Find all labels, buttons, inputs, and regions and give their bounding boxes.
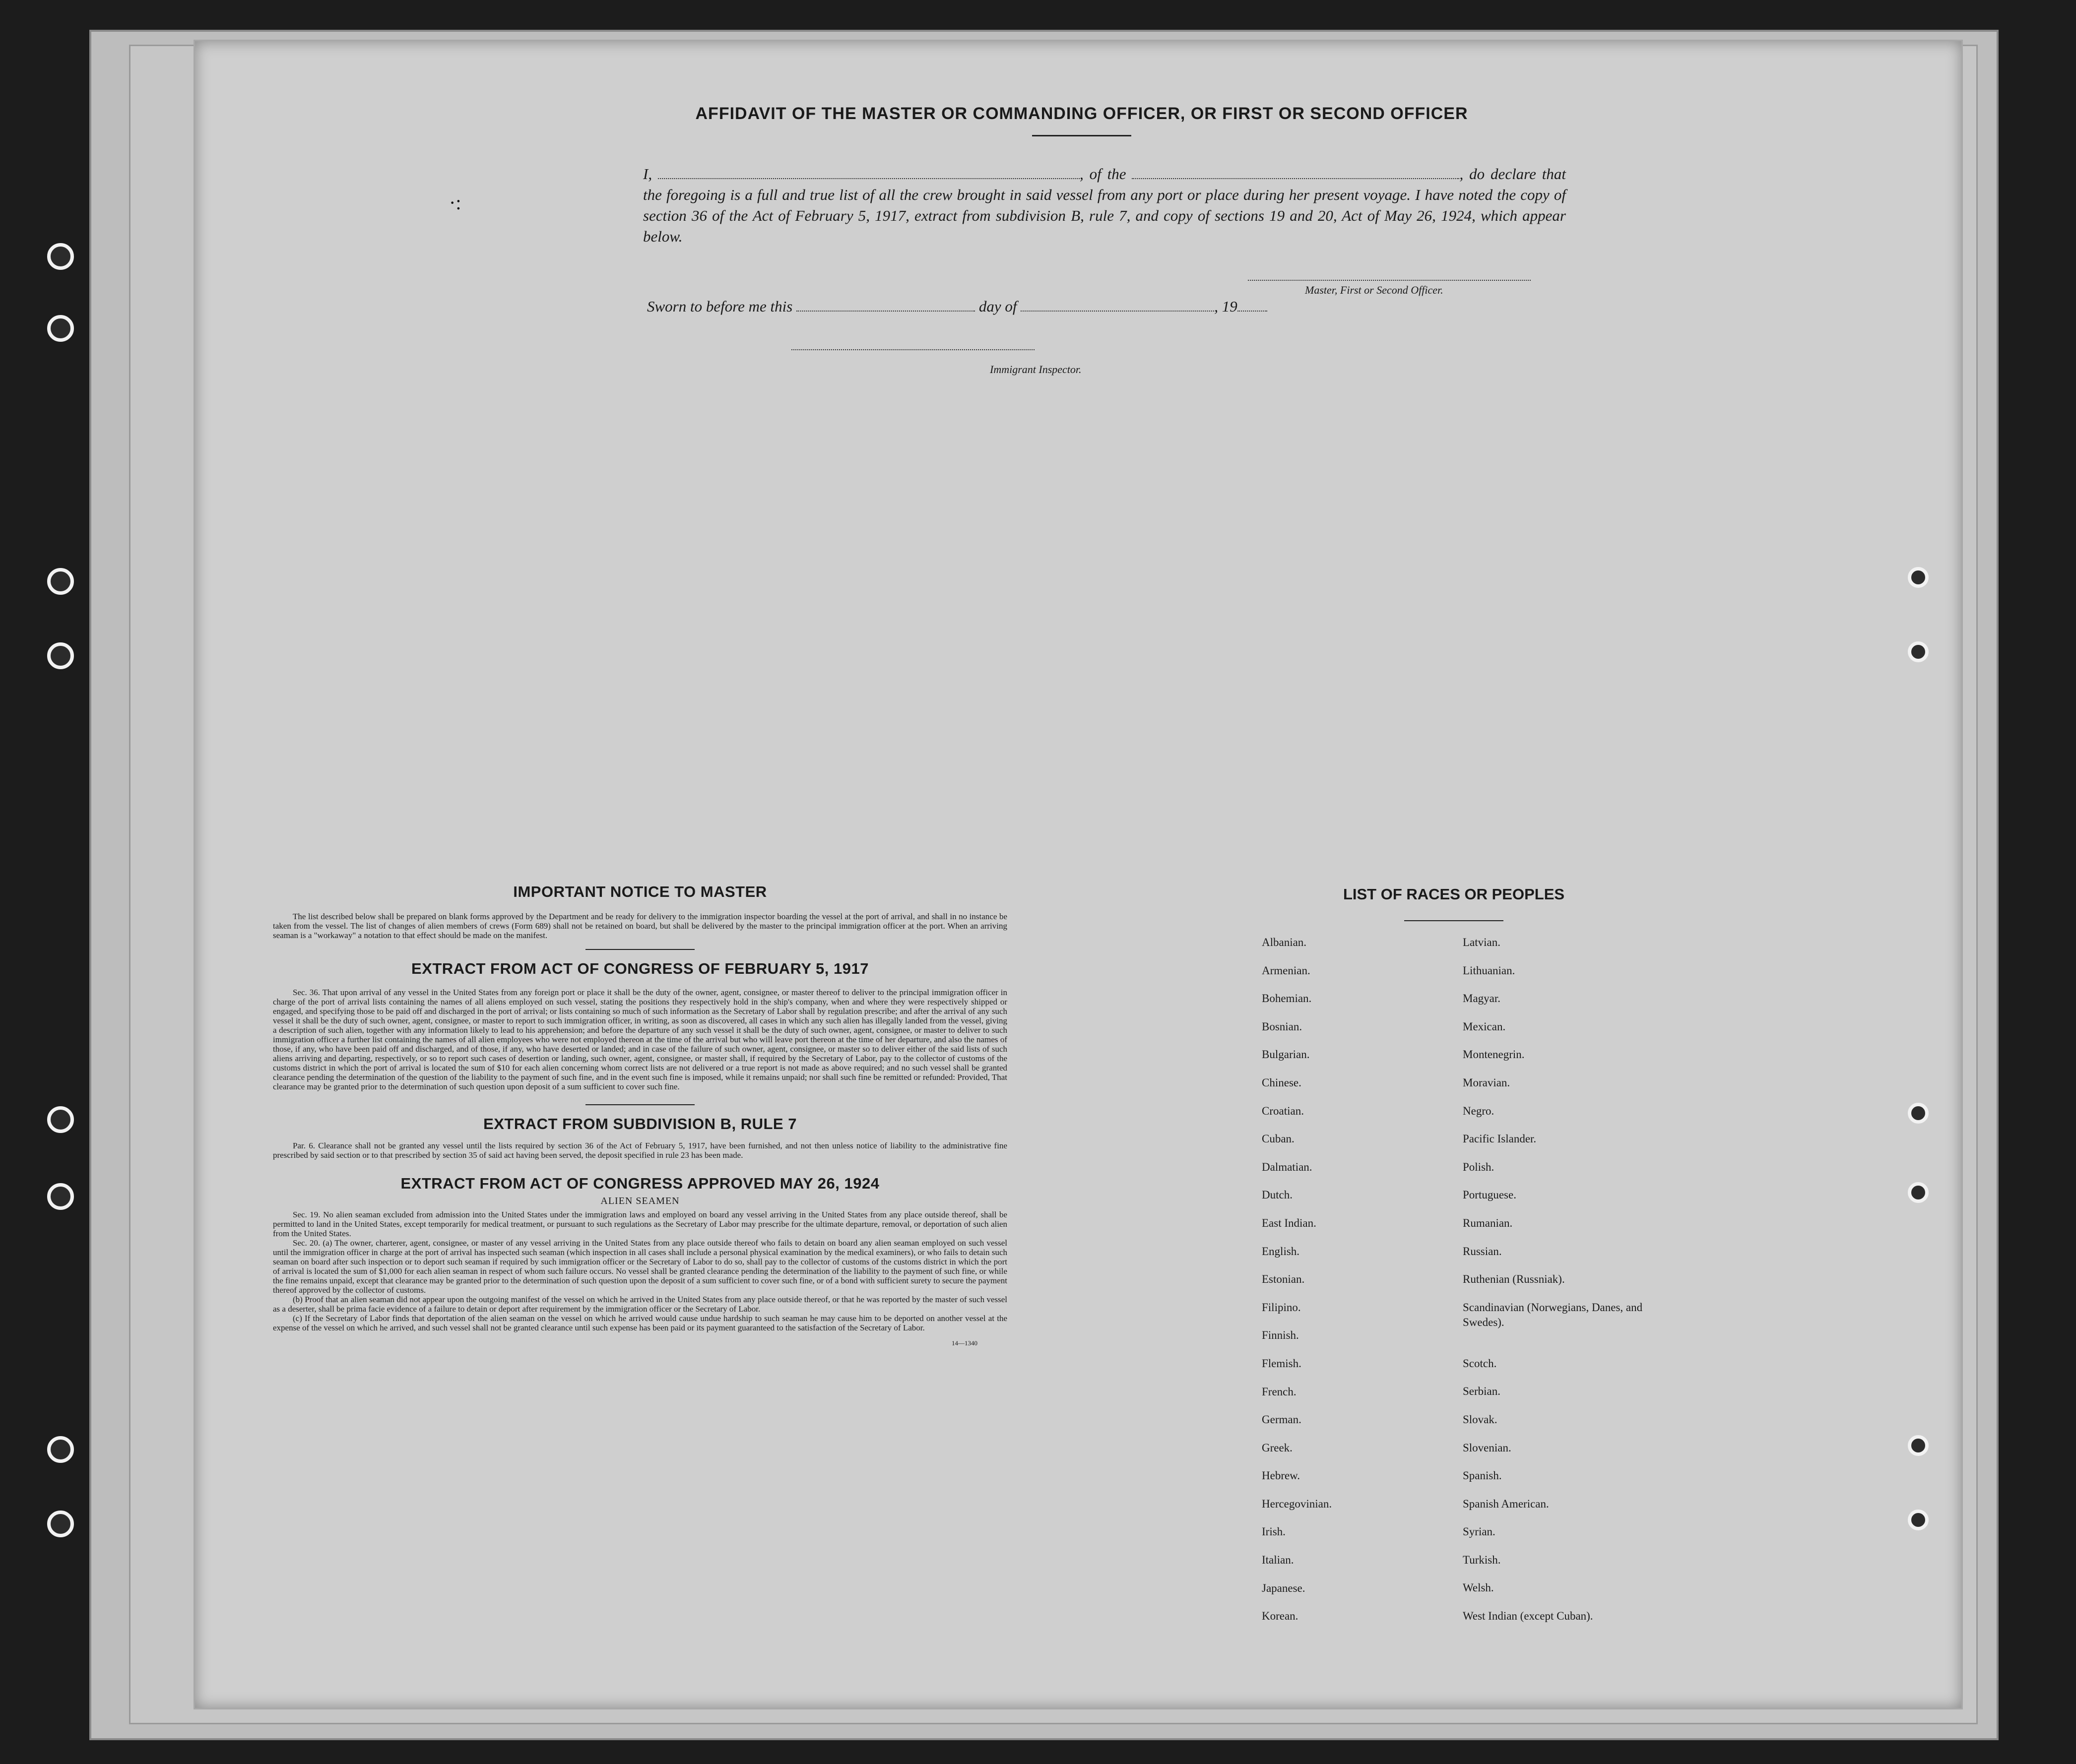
race-item: Serbian. [1463, 1385, 1501, 1398]
binder-hole [47, 642, 74, 669]
race-item: Lithuanian. [1463, 964, 1515, 977]
race-item: Hebrew. [1262, 1469, 1300, 1482]
races-right-column [1463, 935, 1661, 1637]
binder-hole [47, 1511, 74, 1537]
name-field[interactable] [658, 166, 1080, 179]
race-item: Estonian. [1262, 1273, 1305, 1286]
race-item: English. [1262, 1245, 1300, 1258]
race-item: Mexican. [1463, 1020, 1506, 1033]
sworn-day-field[interactable] [796, 299, 975, 312]
inspector-signature-line[interactable] [791, 348, 1035, 350]
affidavit-i-label: I, [643, 165, 652, 183]
race-item: Bohemian. [1262, 992, 1312, 1005]
race-item: Finnish. [1262, 1329, 1299, 1342]
race-item: Bulgarian. [1262, 1048, 1310, 1061]
binder-hole [47, 568, 74, 595]
race-item: Cuban. [1262, 1133, 1295, 1145]
race-item: Korean. [1262, 1610, 1298, 1623]
race-item: Slovenian. [1463, 1441, 1511, 1454]
of-the-label: , of the [1080, 165, 1126, 183]
section-divider [585, 949, 695, 950]
binder-hole [1908, 641, 1929, 662]
affidavit-title: AFFIDAVIT OF THE MASTER OR COMMANDING OFFICER, OR FIRST OR SECOND OFFICER [695, 104, 1468, 123]
binder-hole [47, 1436, 74, 1463]
race-item: Spanish. [1463, 1469, 1502, 1482]
race-item: West Indian (except Cuban). [1463, 1610, 1593, 1623]
notice-column [268, 883, 1012, 1347]
binder-hole [1908, 1103, 1929, 1124]
sec20b-text: (b) Proof that an alien seaman did not appear upon the outgoing manifest of the vessel on which he arrived in the United States from any place outside thereof, or that he was reported by the master of such vessel as a deserter, shall be prima facie evidence of a failure to detain or deport after requirement by the immigration officer or the Secretary of Labor. [273, 1295, 1007, 1314]
extract-rule7-text: Par. 6. Clearance shall not be granted any vessel until the lists required by section 36 of the Act of February 5, 1917, have been furnished, and not then unless notice of liability to the administrative fine prescribed by said section or to that prescribed by section 35 of said act having been served, the deposit specified in rule 23 has been made. [273, 1141, 1007, 1160]
do-declare-label: , do declare [1459, 165, 1536, 183]
sworn-year-field[interactable] [1237, 299, 1267, 312]
race-item: Hercegovinian. [1262, 1497, 1332, 1510]
race-item: Slovak. [1463, 1413, 1497, 1426]
race-item: Japanese. [1262, 1581, 1305, 1594]
race-item: Chinese. [1262, 1076, 1301, 1089]
race-item: Portuguese. [1463, 1189, 1516, 1201]
sec20c-text: (c) If the Secretary of Labor finds that deportation of the alien seaman on the vessel on which he arrived would cause undue hardship to such seaman he may cause him to be deported on another vessel at the expense of the vessel on which he arrived, and such vessel shall not be granted clearance until such expense has been paid or its payment guaranteed to the satisfaction of the Secretary of Labor. [273, 1314, 1007, 1332]
sworn-month-field[interactable] [1021, 299, 1214, 312]
binder-hole [47, 1183, 74, 1210]
binder-hole [1908, 567, 1929, 588]
extract-rule7-title: EXTRACT FROM SUBDIVISION B, RULE 7 [483, 1115, 797, 1133]
notice-title: IMPORTANT NOTICE TO MASTER [513, 883, 767, 900]
extract-1917-text: Sec. 36. That upon arrival of any vessel in the United States from any foreign port or place it shall be the duty of the owner, agent, consignee, or master thereof to deliver to the principal immigration officer in charge of the port of arrival lists containing the names of all aliens employed on such vessel, stating the positions they respectively hold in the ship's company, when and where they were respectively shipped or engaged, and specifying those to be paid off and discharged in the port of arrival; or lists containing so much of such information as the Secretary of Labor shall by regulation prescribe; and after the arrival of any such vessel it shall be the duty of such owner, agent, consignee, or master to report to such immigration officer, in writing, as soon as discovered, all cases in which any such alien has illegally landed from the vessel, giving a description of such alien, together with any information likely to lead to his apprehension; and before the departure of any such vessel it shall be the duty of such owner, agent, consignee, or master to deliver to such immigration officer a further list containing the names of all alien employees who were not employed thereon at the time of the arrival but who will leave port thereon at the time of her departure, and also the names of those, if any, who have been paid off and discharged, and of those, if any, who have deserted or landed; and in case of the failure of such owner, agent, consignee, or master so to deliver either of the said lists of such aliens arriving and departing, respectively, or so to report such cases of desertion or landing, such owner, agent, consignee, or master shall, if required by the Secretary of Labor, pay to the collector of customs of the customs district in which the port of arrival is located the sum of $10 for each alien concerning whom correct lists are not delivered or a true report is not made as above required; and no such vessel shall be granted clearance pending the determination of the question of the liability to the payment of such fine, and in the event such fine is imposed, while it remains unpaid; nor shall such fine be remitted or refunded: Provided, That clearance may be granted prior to the determination of such question upon deposit of a sum sufficient to cover such fine. [273, 988, 1007, 1091]
race-item: Negro. [1463, 1104, 1494, 1117]
race-item: Albanian. [1262, 936, 1307, 948]
race-item: Greek. [1262, 1441, 1293, 1454]
race-item: Irish. [1262, 1525, 1286, 1538]
master-signature-label: Master, First or Second Officer. [1305, 284, 1443, 296]
affidavit-statement [643, 164, 1566, 247]
binder-hole [1908, 1435, 1929, 1456]
vessel-field[interactable] [1132, 166, 1459, 179]
form-number: 14—1340 [952, 1339, 977, 1347]
sworn-statement [647, 298, 1267, 315]
race-item: Armenian. [1262, 964, 1310, 977]
race-item: Pacific Islander. [1463, 1133, 1537, 1145]
notice-text: The list described below shall be prepared on blank forms approved by the Department and be ready for delivery to the immigration inspector boarding the vessel at the port of arrival, and shall in no instance be taken from the vessel. The list of changes of alien members of crews (Form 689) shall not be retained on board, but shall be delivered by the master to the principal immigration officer at the port. When an arriving seaman is a "workaway" a notation to that effect should be made on the manifest. [273, 912, 1007, 940]
ink-mark: ·: [449, 191, 461, 214]
race-item: Latvian. [1463, 936, 1500, 948]
race-item: Scandinavian (Norwegians, Danes, and Swedes). [1463, 1301, 1643, 1328]
race-item: Turkish. [1463, 1553, 1501, 1566]
races-title: LIST OF RACES OR PEOPLES [1343, 885, 1565, 903]
race-item: Rumanian. [1463, 1216, 1513, 1229]
sworn-prefix: Sworn to before me this [647, 298, 793, 315]
master-signature-line[interactable] [1248, 279, 1531, 281]
race-item: Montenegrin. [1463, 1048, 1525, 1061]
race-item: Flemish. [1262, 1357, 1301, 1370]
binder-hole [47, 1106, 74, 1133]
binder-hole [47, 243, 74, 270]
alien-seamen-subtitle: ALIEN SEAMEN [600, 1196, 680, 1206]
race-item: Russian. [1463, 1245, 1502, 1258]
race-item: Scotch. [1463, 1357, 1497, 1370]
form-page [194, 40, 1963, 1709]
race-item: Moravian. [1463, 1076, 1510, 1089]
extract-1924-title: EXTRACT FROM ACT OF CONGRESS APPROVED MAY 26, 1924 [400, 1175, 880, 1192]
extract-1917-title: EXTRACT FROM ACT OF CONGRESS OF FEBRUARY 5, 1917 [411, 960, 869, 977]
affidavit-body: that the foregoing is a full and true list of all the crew brought in said vessel from any port or place during her present voyage. I have noted the copy of section 36 of the Act of February 5, 1917, extract from subdivision B, rule 7, and copy of sections 19 and 20, Act of May 26, 1924, which appear below. [643, 165, 1566, 245]
race-item: Bosnian. [1262, 1020, 1302, 1033]
race-item: Filipino. [1262, 1301, 1301, 1314]
sec19-text: Sec. 19. No alien seaman excluded from admission into the United States under the immigration laws and employed on board any vessel arriving in the United States from any place outside thereof, shall be permitted to land in the United States, except temporarily for medical treatment, or pursuant to such regulations as the Secretary of Labor may prescribe for the ultimate departure, removal, or deportation of such alien from the United States. [273, 1210, 1007, 1238]
race-item: Polish. [1463, 1160, 1494, 1173]
binder-hole [1908, 1182, 1929, 1203]
sworn-day-of: day of [978, 298, 1017, 315]
race-item: Dutch. [1262, 1189, 1293, 1201]
binder-hole [47, 315, 74, 342]
race-item: Spanish American. [1463, 1497, 1549, 1510]
race-item: East Indian. [1262, 1216, 1316, 1229]
race-item: French. [1262, 1385, 1297, 1398]
races-title-rule [1404, 920, 1503, 921]
race-item: Syrian. [1463, 1525, 1495, 1538]
sworn-year: , 19 [1214, 298, 1237, 315]
binder-hole [1908, 1510, 1929, 1530]
race-item: Croatian. [1262, 1104, 1304, 1117]
races-left-column [1262, 935, 1450, 1637]
race-item: Italian. [1262, 1554, 1294, 1567]
race-item: German. [1262, 1413, 1301, 1426]
sec20a-text: Sec. 20. (a) The owner, charterer, agent, consignee, or master of any vessel arriving in the United States from any place outside thereof who fails to detain on board any alien seaman employed on such vessel until the immigration officer in charge at the port of arrival has inspected such seaman (which inspection in all cases shall include a personal physical examination by the medical examiners), or who fails to detain such seaman on board after such inspection or to deport such seaman if required by such immigration officer or the Secretary of Labor to do so, shall pay to the collector of customs of the customs district in which the port of arrival is located the sum of $1,000 for each alien seaman in respect of whom such failure occurs. No vessel shall be granted clearance pending the determination of the liability to the payment of such fine, or while the fine remains unpaid, except that clearance may be granted prior to the determination of such question upon the deposit of a sum sufficient to cover such fine, or of a bond with sufficient surety to secure the payment thereof approved by the collector of customs. [273, 1238, 1007, 1295]
race-item: Magyar. [1463, 992, 1501, 1005]
race-item: Welsh. [1463, 1581, 1494, 1594]
section-divider [585, 1104, 695, 1105]
race-item: Ruthenian (Russniak). [1463, 1273, 1565, 1286]
title-rule [1032, 135, 1131, 136]
inspector-signature-label: Immigrant Inspector. [990, 363, 1082, 376]
race-item: Dalmatian. [1262, 1160, 1312, 1173]
